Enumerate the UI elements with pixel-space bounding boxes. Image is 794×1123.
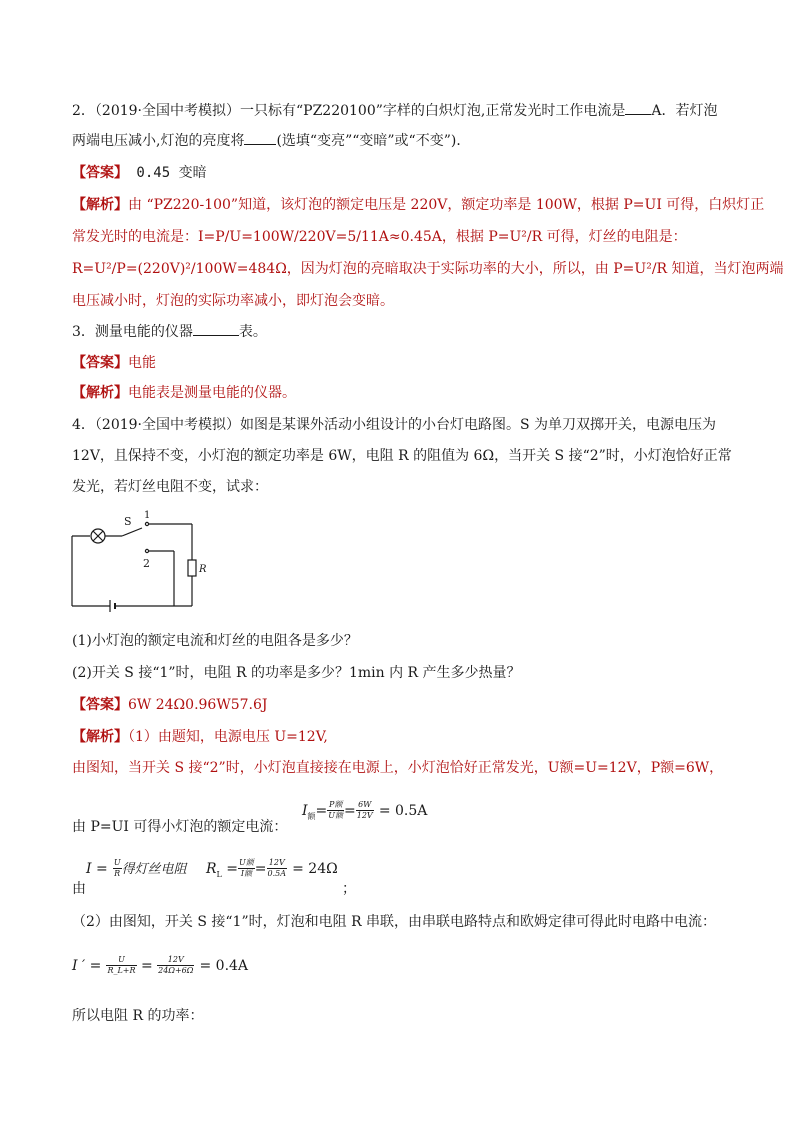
analysis-text: 电能表是测量电能的仪器。: [128, 385, 296, 401]
formula-text: 得灯丝电阻: [121, 862, 187, 877]
formula-subscript: 额: [307, 812, 316, 822]
resistor-label: R: [199, 564, 207, 575]
formula-series-current: I ′ = $\frac{U}{R\_L+R}$ = $\frac{12V}{24\Omega+6\Omega}$ = 0.4A: [72, 955, 249, 975]
analysis-text: 由 “PZ220-100”知道，该灯泡的额定电压是 220V，额定功率是 100W，根据 P=UI 可得，白炽灯正: [128, 197, 765, 213]
q4-sub2: (2)开关 S 接“1”时，电阻 R 的功率是多少？1min 内 R 产生多少热量？: [72, 665, 521, 681]
q4-sub1: (1)小灯泡的额定电流和灯丝的电阻各是多少？: [72, 633, 358, 649]
formula-result: = 0.5A: [378, 803, 428, 819]
analysis-tag: 【解析】: [72, 197, 128, 213]
q2-stem-text: (选填“变亮”“变暗”或“不变”)．: [276, 133, 471, 149]
switch-label: S: [124, 515, 132, 528]
q2-stem-text: A．若灯泡: [651, 103, 718, 119]
q4-analysis-line3: 由 P=UI 可得小灯泡的额定电流：: [72, 819, 288, 835]
q4-stem-line1: 4．（2019·全国中考模拟）如图是某课外活动小组设计的小台灯电路图。S 为单刀双掷开关，电源电压为: [72, 417, 717, 433]
q2-analysis-line3: R=U²/P=(220V)²/100W=484Ω，因为灯泡的亮暗取决于实际功率的大小，所以，由 P=U²/R 知道，当灯泡两端: [72, 261, 784, 277]
fraction-denominator: R: [114, 869, 121, 878]
fraction-denominator: 12V: [356, 811, 373, 820]
q2-analysis-line1: [72, 196, 764, 214]
fraction-denominator: I额: [240, 869, 252, 878]
fraction-numerator: P额: [328, 800, 343, 809]
fraction-numerator: 12V: [267, 858, 288, 869]
q4-stem-line2: 12V，且保持不变，小灯泡的额定功率是 6W，电阻 R 的阻值为 6Ω，当开关 S 接“2”时，小灯泡恰好正常: [72, 448, 732, 464]
q3-stem: [72, 322, 267, 341]
formula-result: = 24Ω: [292, 861, 338, 877]
formula-lhs: R: [206, 861, 217, 877]
answer-text: 电能: [128, 355, 156, 371]
circuit-diagram: [64, 504, 214, 614]
answer-blank[interactable]: [193, 322, 239, 336]
answer-tag: 【答案】: [72, 165, 128, 181]
answer-tag: 【答案】: [72, 697, 128, 713]
formula-result: = 0.4A: [199, 958, 249, 974]
analysis-text: （1）由题知，电源电压 U=12V,: [128, 729, 328, 745]
fraction-denominator: 0.5A: [267, 869, 287, 878]
answer-blank[interactable]: [625, 101, 651, 115]
fraction-numerator: U额: [239, 858, 254, 867]
q3-stem-text: 3．测量电能的仪器: [72, 324, 193, 340]
switch-blade: [122, 528, 142, 536]
q2-stem-text: 两端电压减小,灯泡的亮度将: [72, 133, 245, 149]
formula-prefix: 由: [72, 881, 86, 897]
analysis-tag: 【解析】: [72, 385, 128, 401]
q2-stem-line2: [72, 131, 470, 150]
q3-stem-text: 表。: [238, 324, 267, 340]
formula-ohms-law: [86, 858, 187, 879]
q3-answer: [72, 354, 156, 372]
fraction-denominator: R_L+R: [107, 966, 136, 975]
fraction-numerator: 6W: [356, 800, 374, 811]
contact-2: [145, 549, 148, 552]
formula-lhs: I: [302, 803, 308, 819]
q4-stem-line3: 发光，若灯丝电阻不变，试求：: [72, 479, 268, 495]
q2-stem-text: 2．（2019·全国中考模拟）一只标有“PZ220100”字样的白炽灯泡,正常发光时工作电流是: [72, 103, 626, 119]
analysis-tag: 【解析】: [72, 729, 128, 745]
answer-text: 0.45 变暗: [128, 165, 207, 181]
contact-1: [145, 522, 148, 525]
formula-lhs: I =: [86, 861, 108, 877]
answer-tag: 【答案】: [72, 355, 128, 371]
formula-rated-current: $I_额=$ $\frac{\text{P额}}{\text{U额}}$ = $\frac{6W}{12V}$ = 0.5A: [302, 800, 428, 822]
fraction-numerator: U: [106, 955, 136, 966]
fraction-denominator: U额: [328, 811, 344, 820]
fraction-denominator: 24Ω+6Ω: [158, 966, 194, 975]
q2-answer: [72, 164, 207, 182]
contact-2-label: 2: [143, 557, 150, 570]
q4-analysis-line5: 所以电阻 R 的功率：: [72, 1008, 204, 1024]
answer-text: 6W 24Ω0.96W57.6J: [128, 697, 268, 713]
fraction-numerator: U: [113, 858, 121, 867]
q2-stem-line1: [72, 101, 717, 120]
contact-1-label: 1: [144, 510, 151, 521]
q2-analysis-line2: 常发光时的电流是：I=P/U=100W/220V=5/11A≈0.45A，根据 P=U²/R 可得，灯丝的电阻是：: [72, 229, 687, 245]
q3-analysis: [72, 384, 296, 402]
fraction-numerator: 12V: [157, 955, 194, 966]
q2-analysis-line4: 电压减小时，灯泡的实际功率减小，即灯泡会变暗。: [72, 293, 394, 309]
formula-lhs: I ′ =: [72, 958, 102, 974]
q4-answer: [72, 696, 268, 714]
q4-analysis-line2: 由图知，当开关 S 接“2”时，小灯泡直接接在电源上，小灯泡恰好正常发光，U额=U=12V，P额=6W，: [72, 760, 724, 776]
resistor-icon: [188, 560, 196, 576]
formula-end: ；: [342, 881, 356, 897]
formula-filament-resistance: $R_L$ = $\frac{\text{U额}}{\text{I额}}$ = $\frac{12V}{0.5A}$ = 24Ω: [206, 858, 338, 880]
q4-analysis-line4: （2）由图知，开关 S 接“1”时，灯泡和电阻 R 串联，由串联电路特点和欧姆定律可得此时电路中电流：: [72, 914, 717, 930]
formula-subscript: L: [216, 870, 222, 880]
answer-blank[interactable]: [244, 131, 276, 145]
q4-analysis-line1: [72, 728, 328, 746]
